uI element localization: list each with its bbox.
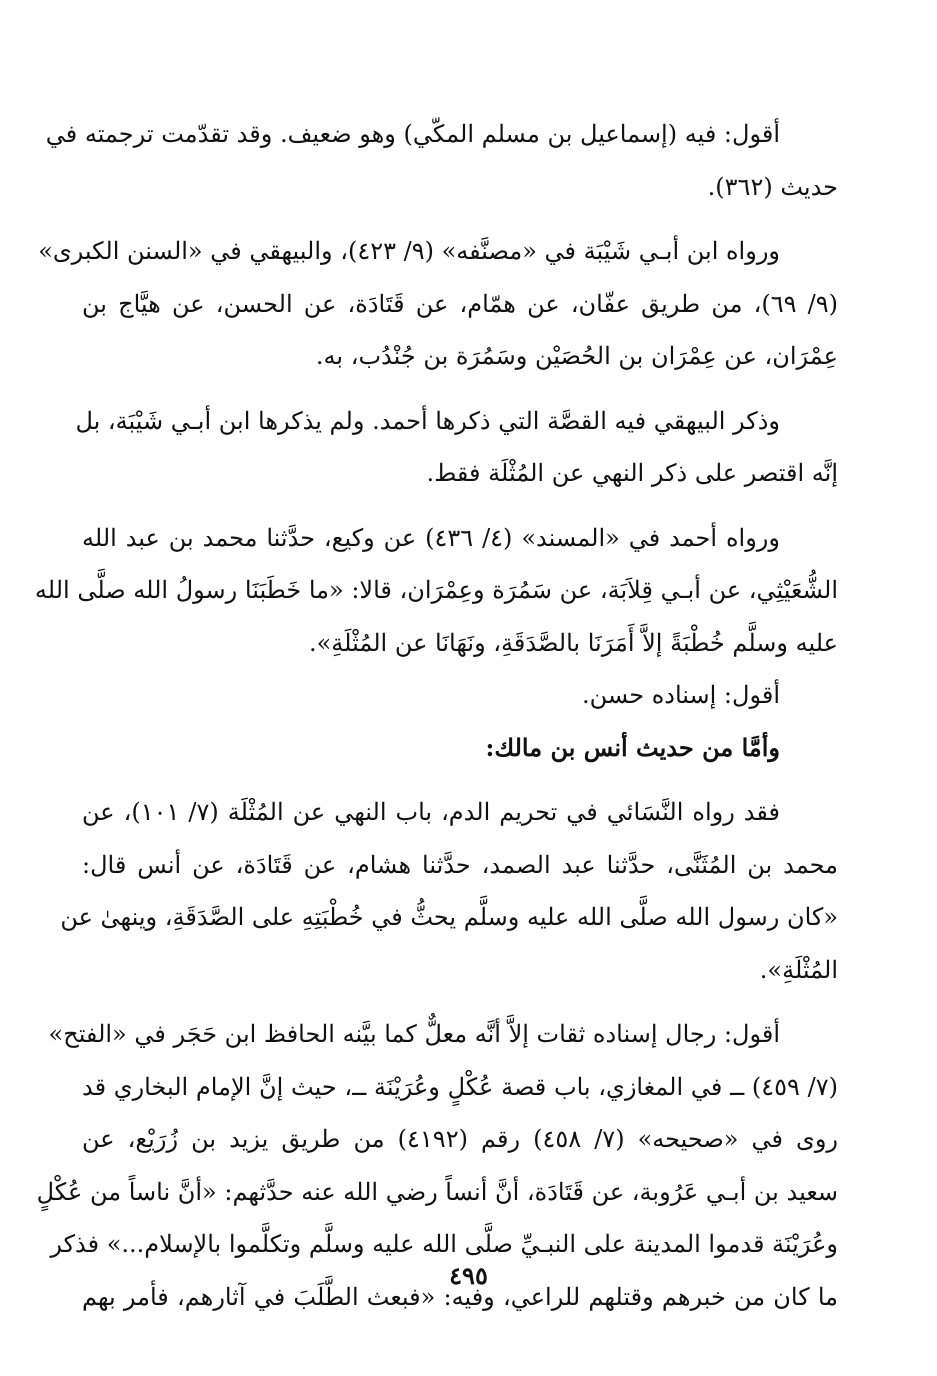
text-line: «كان رسول الله صلَّى الله عليه وسلَّم يحثُّ في خُطْبَتِهِ على الصَّدَقَةِ، وينهىٰ عن: [60, 903, 838, 931]
text-line: الشُّعَيْثِي، عن أبـي قِلاَبَة، عن سَمُرَة وعِمْرَان، قالا: «ما خَطَبَنَا رسولُ الله صلَّى الله: [34, 576, 838, 604]
paragraph-bayhaqi: [75, 395, 838, 500]
text-line: فقد رواه النَّسَائي في تحريم الدم، باب النهي عن المُثْلَة (٧/ ١٠١)، عن: [82, 798, 781, 826]
text-line: وعُرَيْنَة قدموا المدينة على النبـيِّ صلَّى الله عليه وسلَّم وتكلَّموا بالإسلام...» فذكر: [50, 1230, 838, 1258]
section-heading-anas: [82, 722, 838, 775]
text-line: (٩/ ٦٩)، من طريق عفّان، عن همّام، عن قَتَادَة، عن الحسن، عن هيَّاج بن: [82, 289, 839, 318]
text-line: أقول: رجال إسناده ثقات إلاَّ أنَّه معلٌّ كما بيَّنه الحافظ ابن حَجَر في «الفتح»: [48, 1020, 780, 1048]
text-line: المُثْلَةِ».: [759, 955, 838, 984]
text-line: عليه وسلَّم خُطْبَةً إلاَّ أَمَرَنَا بالصَّدَقَةِ، ونَهَانَا عن المُثْلَةِ».: [308, 628, 838, 657]
page-text: [34, 108, 839, 1323]
text-line: (٧/ ٤٥٩) ــ في المغازي، باب قصة عُكْلٍ وعُرَيْنَة ــ، حيث إنَّ الإمام البخاري قد: [82, 1072, 838, 1101]
text-line: ورواه ابن أبـي شَيْبَة في «مصنَّفه» (٩/ ٤٢٣)، والبيهقي في «السنن الكبرى»: [38, 237, 780, 265]
text-line: وذكر البيهقي فيه القصَّة التي ذكرها أحمد. ولم يذكرها ابن أبـي شَيْبَة، بل: [75, 406, 780, 435]
text-line: عِمْرَان، عن عِمْرَان بن الحُصَيْن وسَمُرَة بن جُنْدُب، به.: [315, 342, 838, 370]
text-line: محمد بن المُثَنَّى، حدَّثنا عبد الصمد، حدَّثنا هشام، عن قَتَادَة، عن أنس قال:: [82, 850, 838, 879]
text-line: ورواه أحمد في «المسند» (٤/ ٤٣٦) عن وكيع، حدَّثنا محمد بن عبد الله: [82, 523, 780, 552]
text-line: ما كان من خبرهم وقتلهم للراعي، وفيه: «فبعث الطَّلَبَ في آثارهم، فأمر بهم: [82, 1282, 838, 1311]
heading-line: وأمَّا من حديث أنس بن مالك:: [485, 732, 780, 762]
text-line: سعيد بن أبـي عَرُوبة، عن قَتَادَة، أنَّ أنساً رضي الله عنه حدَّثهم: «أنَّ ناساً من عُكْلٍ: [36, 1177, 838, 1206]
text-line: حديث (٣٦٢).: [707, 172, 838, 201]
text-line: إنَّه اقتصر على ذكر النهي عن المُثْلَة فقط.: [426, 459, 838, 487]
page-number: ٤٩٥: [449, 1261, 488, 1290]
text-line: أقول: إسناده حسن.: [581, 681, 780, 709]
paragraph-aqul-ismail: [45, 108, 838, 213]
paragraph-ibn-abi-shaybah: [38, 225, 839, 383]
paragraph-isnad-hasan: [82, 669, 838, 722]
paragraph-ahmad-musnad: [34, 512, 838, 670]
text-line: روى في «صحيحه» (٧/ ٤٥٨) رقم (٤١٩٢) من طريق يزيد بن زُرَيْع، عن: [82, 1125, 839, 1153]
paragraph-nasai: [60, 786, 838, 996]
text-line: أقول: فيه (إسماعيل بن مسلم المكّي) وهو ضعيف. وقد تقدّمت ترجمته في: [45, 120, 780, 148]
